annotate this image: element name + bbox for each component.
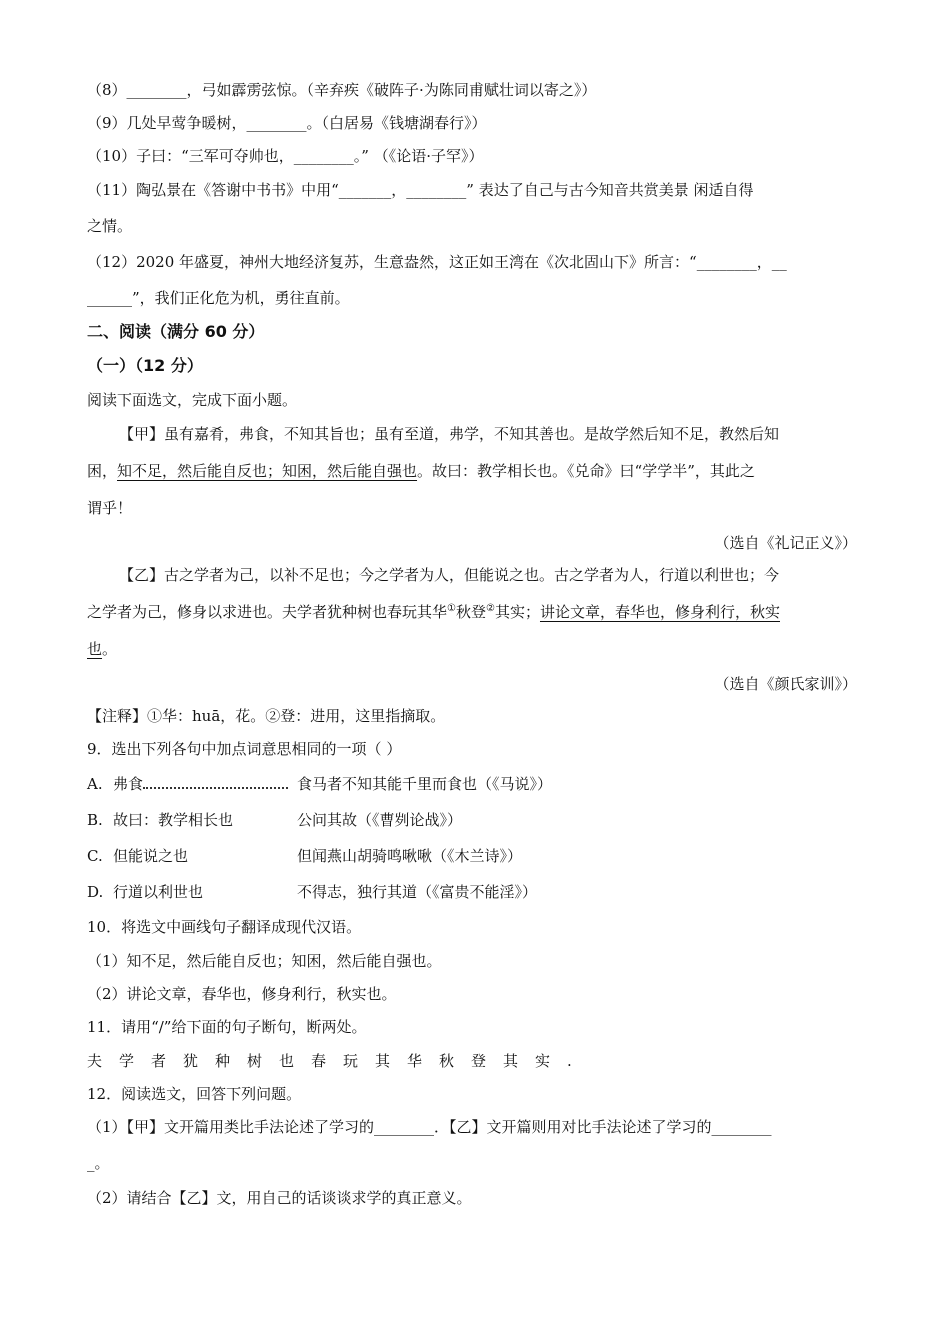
jia-source: （选自《礼记正义》） xyxy=(714,534,857,552)
q9-option-b-right: 公问其故（《曹刿论战》） xyxy=(297,811,463,829)
yi-underlined-sentence-end: 也 xyxy=(87,640,103,658)
q12-item-1-cont: _。 xyxy=(87,1154,110,1172)
jia-line-3: 谓乎！ xyxy=(87,499,133,517)
q9-option-c-right: 但闻燕山胡骑鸣啾啾（《木兰诗》） xyxy=(297,847,523,865)
q11-stem: 11．请用“/”给下面的句子断句，断两处。 xyxy=(87,1018,367,1036)
emphasis-dots xyxy=(143,773,288,789)
jia-line-2-pre: 困， xyxy=(87,462,118,480)
q9-option-a-left xyxy=(113,773,288,795)
q9-option-a-letter: A. xyxy=(87,775,103,793)
jia-line-2 xyxy=(87,460,755,482)
jia-line-1: 【甲】虽有嘉肴，弗食，不知其旨也；虽有至道，弗学，不知其善也。是故学然后知不足，教然后知 xyxy=(119,425,780,443)
fill-item-8: （8）________，弓如霹雳弦惊。（辛弃疾《破阵子·为陈同甫赋壮词以寄之》） xyxy=(87,81,597,99)
note-ref-2: ② xyxy=(486,603,495,614)
yi-line-2-b: 秋登 xyxy=(455,603,486,621)
q9-option-b-letter: B. xyxy=(87,811,103,829)
q9-option-c-letter: C. xyxy=(87,847,103,865)
q9-stem: 9．选出下列各句中加点词意思相同的一项（ ） xyxy=(87,740,402,758)
q12-item-1: （1）【甲】文开篇用类比手法论述了学习的________．【乙】文开篇则用对比手法论述了学习的________ xyxy=(87,1118,772,1136)
sub-title: （一）（12 分） xyxy=(87,356,203,375)
fill-item-12: （12）2020 年盛夏，神州大地经济复苏，生意盎然，这正如王湾在《次北固山下》所言：“________，__ xyxy=(87,253,787,271)
fill-item-10: （10）子曰：“三军可夺帅也，________。” （《论语·子罕》） xyxy=(87,147,484,165)
q10-item-2: （2）讲论文章，春华也，修身利行，秋实也。 xyxy=(87,985,397,1003)
yi-source: （选自《颜氏家训》） xyxy=(714,675,857,693)
q9-option-d-right: 不得志，独行其道（《富贵不能淫》） xyxy=(297,883,538,901)
fill-item-12-cont: ______”，我们正化危为机，勇往直前。 xyxy=(87,289,350,307)
q9-option-b-left: 故曰：教学相长也 xyxy=(113,811,234,829)
q12-item-2: （2）请结合【乙】文，用自己的话谈谈求学的真正意义。 xyxy=(87,1189,472,1207)
instruction: 阅读下面选文，完成下面小题。 xyxy=(87,391,298,409)
fill-item-11: （11）陶弘景在《答谢中书书》中用“_______，________” 表达了自己与古今知音共赏美景 闲适自得 xyxy=(87,181,754,199)
yi-line-1: 【乙】古之学者为己，以补不足也；今之学者为人，但能说之也。古之学者为人，行道以利世也；今 xyxy=(119,566,780,584)
yi-line-2-a: 之学者为己，修身以求进也。夫学者犹种树也春玩其华 xyxy=(87,603,448,621)
q10-item-1: （1）知不足，然后能自反也；知困，然后能自强也。 xyxy=(87,952,442,970)
q11-sentence: 夫学者犹种树也春玩其华秋登其实. xyxy=(87,1052,589,1070)
annotation-note: 【注释】①华：huā，花。②登：进用，这里指摘取。 xyxy=(87,707,446,725)
yi-line-2 xyxy=(87,601,780,623)
section-title: 二、阅读（满分 60 分） xyxy=(87,322,265,341)
yi-line-3 xyxy=(87,638,117,660)
jia-line-2-post: 。故曰：教学相长也。《兑命》曰“学学半”，其此之 xyxy=(417,462,755,480)
yi-line-3-post: 。 xyxy=(102,640,118,658)
q9-option-a-right: 食马者不知其能千里而食也（《马说》） xyxy=(297,775,553,793)
q9-option-d-letter: D. xyxy=(87,883,104,901)
q12-stem: 12．阅读选文，回答下列问题。 xyxy=(87,1085,302,1103)
note-ref-1: ① xyxy=(447,603,456,614)
q10-stem: 10．将选文中画线句子翻译成现代汉语。 xyxy=(87,918,362,936)
yi-line-2-c: 其实； xyxy=(494,603,540,621)
fill-item-9: （9）几处早莺争暖树，________。（白居易《钱塘湖春行》） xyxy=(87,114,487,132)
jia-underlined-sentence: 知不足，然后能自反也；知困，然后能自强也 xyxy=(117,462,418,480)
q9-option-d-left: 行道以利世也 xyxy=(113,883,204,901)
yi-underlined-sentence: 讲论文章，春华也，修身利行，秋实 xyxy=(539,603,780,621)
q9-option-c-left: 但能说之也 xyxy=(113,847,189,865)
q9-option-a-left-text: 弗食 xyxy=(113,775,144,793)
fill-item-11-cont: 之情。 xyxy=(87,217,133,235)
